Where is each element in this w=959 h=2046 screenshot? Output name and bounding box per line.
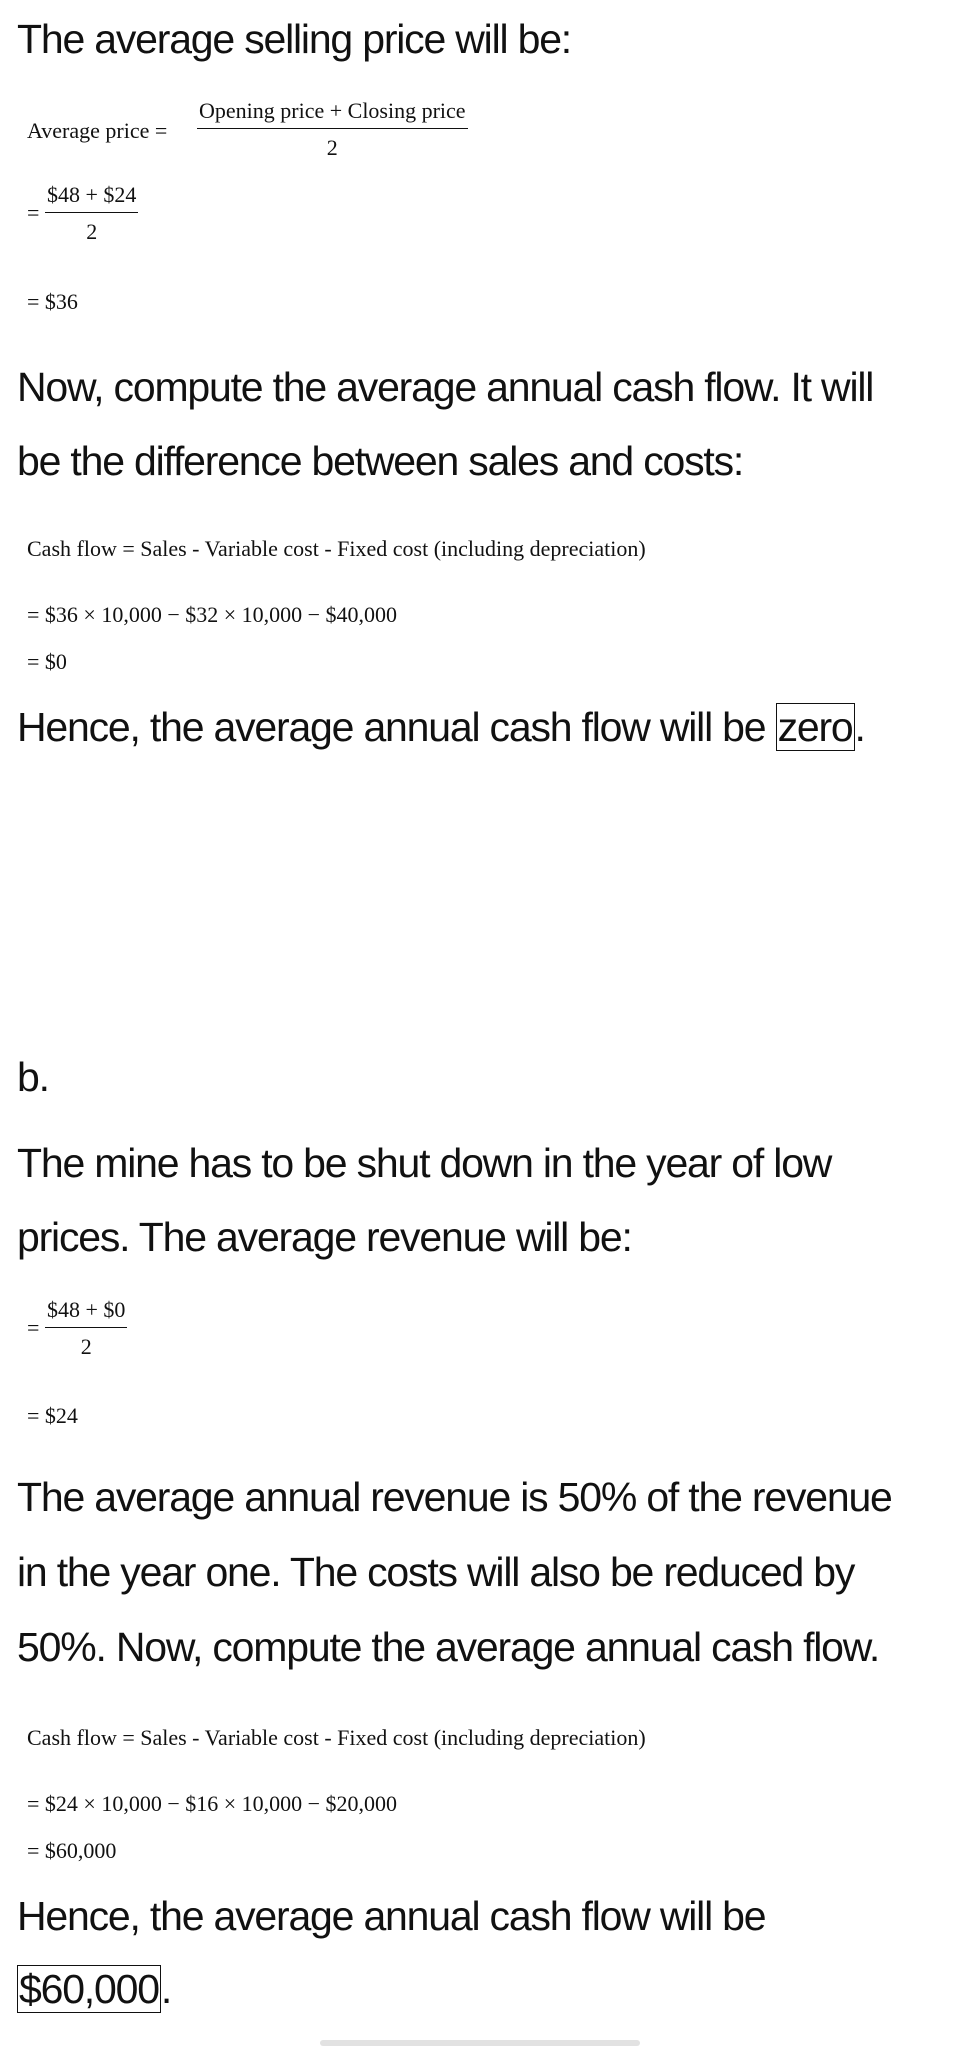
answer-box: zero [777, 704, 853, 750]
para-line: The mine has to be shut down in the year of low [17, 1140, 832, 1186]
calc-denominator: 2 [86, 219, 98, 244]
calc-equals: = [27, 1315, 40, 1340]
average-price-result: = $36 [27, 289, 78, 314]
cashflow-result: = $0 [27, 649, 67, 674]
conclusion-a [17, 690, 865, 765]
calc-equals: = [27, 200, 40, 225]
para-line: Now, compute the average annual cash flow. It will [17, 364, 874, 410]
para-line: be the difference between sales and costs: [17, 438, 744, 484]
conclusion-period: . [160, 1966, 172, 2012]
cashflow-calc: = $24 × 10,000 − $16 × 10,000 − $20,000 [27, 1791, 398, 1816]
para-line: The average annual revenue is 50% of the revenue [17, 1474, 892, 1520]
intro-text: The average selling price will be: [17, 16, 572, 62]
calc-denominator: 2 [80, 1334, 92, 1359]
formula-fraction [197, 98, 468, 161]
calc-fraction [45, 1297, 127, 1360]
part-b-label: b. [17, 1054, 49, 1100]
cashflow-formula: Cash flow = Sales - Variable cost - Fixed cost (including depreciation) [27, 536, 646, 561]
formula-numerator: Opening price + Closing price [197, 98, 468, 129]
calc-numerator: $48 + $0 [45, 1297, 127, 1328]
cashflow-calc: = $36 × 10,000 − $32 × 10,000 − $40,000 [27, 602, 398, 627]
formula-lhs: Average price = [27, 118, 168, 143]
answer-box: $60,000 [19, 1966, 159, 2012]
calc-numerator: $48 + $24 [45, 182, 138, 213]
average-revenue-result: = $24 [27, 1403, 78, 1428]
conclusion-period: . [854, 704, 865, 750]
scroll-indicator [320, 2040, 640, 2046]
cashflow-result: = $60,000 [27, 1838, 117, 1863]
conclusion-text: Hence, the average annual cash flow will be [17, 704, 776, 750]
conclusion-b-line2 [17, 1952, 171, 2027]
formula-denominator: 2 [326, 135, 338, 160]
para-line: prices. The average revenue will be: [17, 1214, 632, 1260]
calc-fraction [45, 182, 138, 245]
para-line: in the year one. The costs will also be reduced by [17, 1549, 855, 1595]
para-line: 50%. Now, compute the average annual cash flow. [17, 1624, 880, 1670]
conclusion-b-line1: Hence, the average annual cash flow will be [17, 1893, 766, 1939]
cashflow-formula: Cash flow = Sales - Variable cost - Fixed cost (including depreciation) [27, 1725, 646, 1750]
